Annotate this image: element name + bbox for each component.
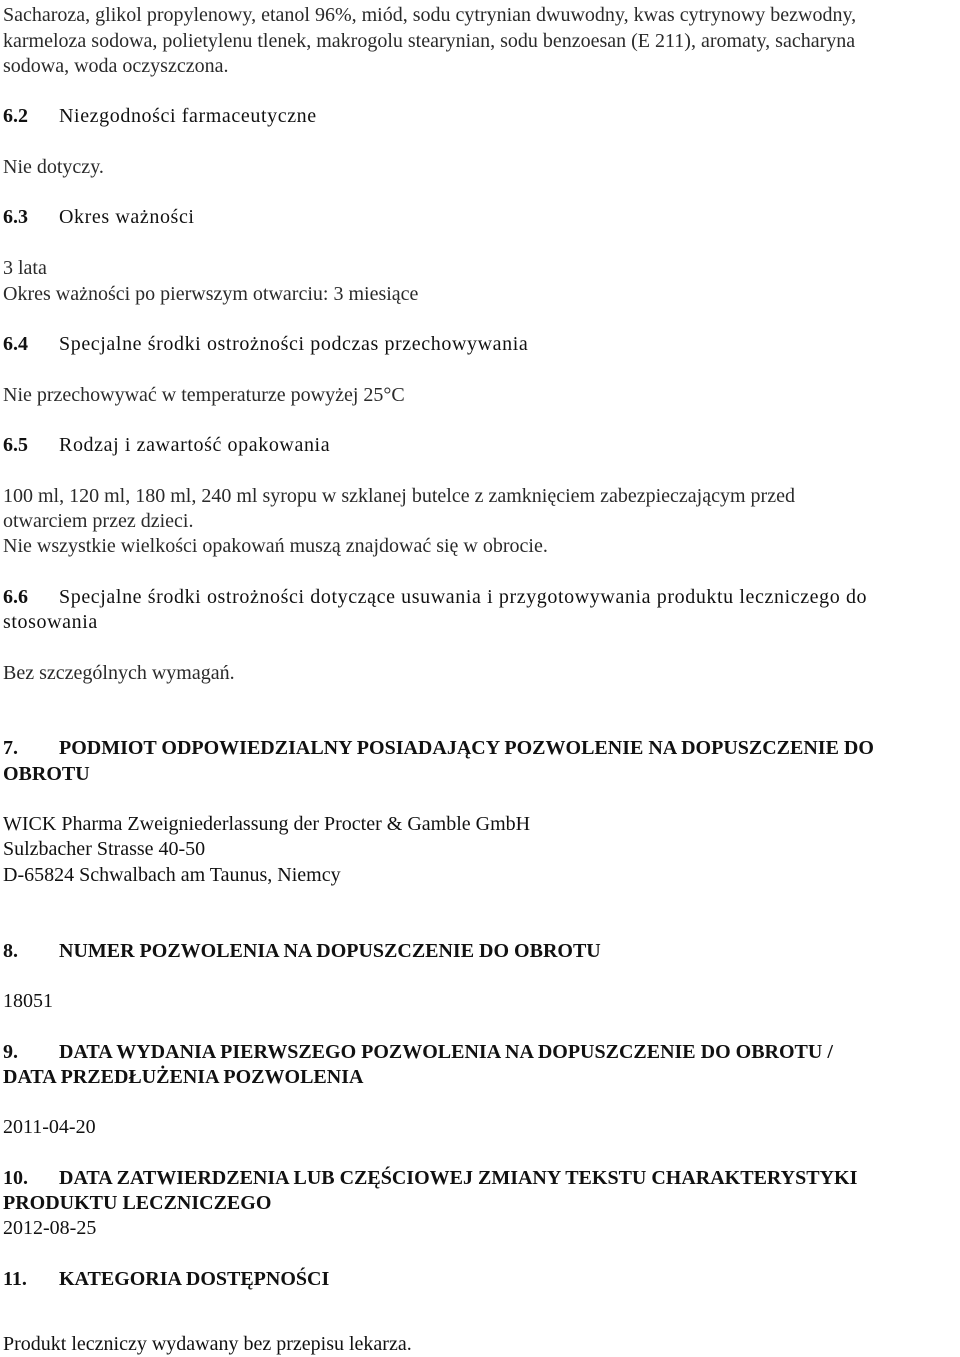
section-7-heading-cont: OBROTU [3,763,90,785]
section-6-5-body-1: 100 ml, 120 ml, 180 ml, 240 ml syropu w szklanej butelce z zamknięciem zabezpieczającym przed [3,485,795,507]
section-number: 8. [3,940,18,962]
section-10-body: 2012-08-25 [3,1217,97,1239]
section-number: 6.6 [3,586,28,608]
composition-line-1: Sacharoza, glikol propylenowy, etanol 96%, miód, sodu cytrynian dwuwodny, kwas cytrynowy bezwodny, [3,4,857,26]
section-7-heading [3,735,874,761]
section-title: KATEGORIA DOSTĘPNOŚCI [59,1268,330,1290]
section-title: DATA WYDANIA PIERWSZEGO POZWOLENIA NA DOPUSZCZENIE DO OBROTU / [59,1041,833,1063]
section-6-6-heading-cont: stosowania [3,611,98,633]
section-6-4-body: Nie przechowywać w temperaturze powyżej 25°C [3,384,405,406]
section-11-body: Produkt leczniczy wydawany bez przepisu lekarza. [3,1333,412,1355]
section-title: Specjalne środki ostrożności podczas przechowywania [59,333,529,355]
section-number: 7. [3,737,18,759]
section-10-heading-cont: PRODUKTU LECZNICZEGO [3,1192,272,1214]
section-6-5-heading [3,432,330,458]
section-9-body: 2011-04-20 [3,1116,96,1138]
section-9-heading [3,1039,833,1065]
address-line-1: WICK Pharma Zweigniederlassung der Procter & Gamble GmbH [3,813,531,835]
section-6-5-body-2: otwarciem przez dzieci. [3,510,194,532]
section-title: Specjalne środki ostrożności dotyczące usuwania i przygotowywania produktu leczniczego do [59,586,868,608]
section-6-4-heading [3,331,528,357]
section-6-2-body: Nie dotyczy. [3,156,104,178]
section-title: DATA ZATWIERDZENIA LUB CZĘŚCIOWEJ ZMIANY TEKSTU CHARAKTERYSTYKI [59,1167,858,1189]
section-title: Okres ważności [59,206,195,228]
section-number: 6.3 [3,206,28,228]
section-title: PODMIOT ODPOWIEDZIALNY POSIADAJĄCY POZWOLENIE NA DOPUSZCZENIE DO [59,737,874,759]
composition-line-2: karmeloza sodowa, polietylenu tlenek, makrogolu stearynian, sodu benzoesan (E 211), aromaty, sacharyna [3,30,856,52]
section-number: 6.5 [3,434,28,456]
section-number: 10. [3,1167,28,1189]
section-8-body: 18051 [3,990,53,1012]
section-number: 6.4 [3,333,28,355]
section-9-heading-cont: DATA PRZEDŁUŻENIA POZWOLENIA [3,1066,364,1088]
section-6-6-body: Bez szczególnych wymagań. [3,662,235,684]
section-6-2-heading [3,103,317,129]
section-11-heading [3,1266,329,1292]
section-6-3-heading [3,204,195,230]
section-title: Rodzaj i zawartość opakowania [59,434,331,456]
composition-line-3: sodowa, woda oczyszczona. [3,55,229,77]
section-6-6-heading [3,584,867,610]
section-title: Niezgodności farmaceutyczne [59,105,317,127]
section-8-heading [3,938,601,964]
section-number: 9. [3,1041,18,1063]
address-line-3: D-65824 Schwalbach am Taunus, Niemcy [3,864,341,886]
section-6-5-body-3: Nie wszystkie wielkości opakowań muszą znajdować się w obrocie. [3,535,548,557]
section-number: 6.2 [3,105,28,127]
section-10-heading [3,1165,857,1191]
section-title: NUMER POZWOLENIA NA DOPUSZCZENIE DO OBROTU [59,940,601,962]
section-6-3-body-2: Okres ważności po pierwszym otwarciu: 3 miesiące [3,283,419,305]
section-6-3-body-1: 3 lata [3,257,47,279]
address-line-2: Sulzbacher Strasse 40-50 [3,838,206,860]
section-number: 11. [3,1268,27,1290]
